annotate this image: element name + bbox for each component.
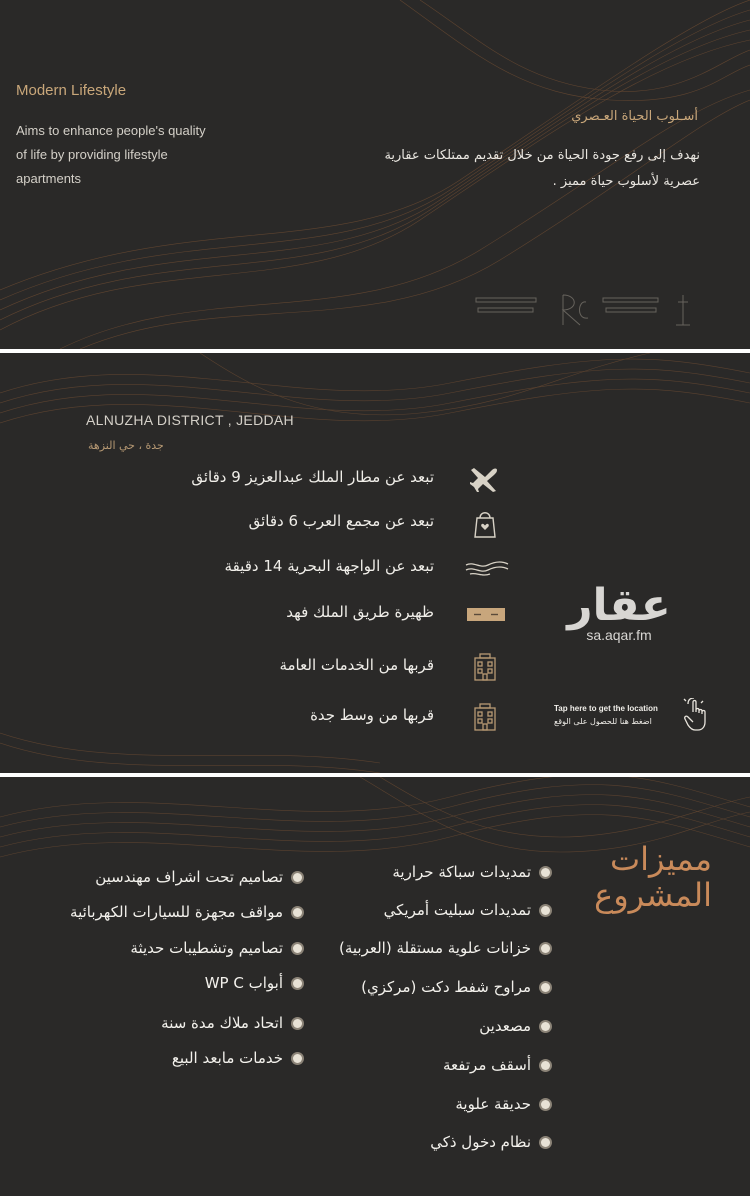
airplane-icon — [468, 464, 502, 494]
feature-label: مراوح شفط دكت (مركزي) — [361, 978, 531, 996]
features-title — [572, 841, 712, 913]
shopping-bag-icon — [468, 508, 502, 538]
feature-item — [70, 903, 302, 929]
feature-label: خزانات علوية مستقلة (العربية) — [338, 939, 531, 957]
location-item-city-center — [100, 698, 510, 738]
location-item-label: تبعد عن مطار الملك عبدالعزيز 9 دقائق — [191, 468, 434, 486]
feature-label: تصاميم وتشطيبات حديثة — [130, 939, 283, 957]
feature-label: أبواب WP C — [204, 974, 283, 992]
location-item-label: تبعد عن الواجهة البحرية 14 دقيقة — [224, 557, 434, 575]
get-location-button[interactable] — [548, 704, 718, 738]
intro-body-en: Aims to enhance people's quality of life by providing lifestyle apartments — [16, 123, 206, 186]
feature-label: تصاميم تحت اشراف مهندسين — [95, 868, 283, 886]
location-item-king-fahd-road — [100, 595, 510, 635]
waves-icon — [464, 553, 510, 583]
aqar-watermark-url: sa.aqar.fm — [586, 627, 652, 643]
road-icon — [466, 599, 506, 629]
location-item-label: قربها من الخدمات العامة — [279, 656, 434, 674]
location-panel — [0, 353, 750, 773]
get-location-label-ar: اضغط هنا للحصول على الوقع — [554, 717, 652, 726]
location-item-waterfront — [100, 549, 510, 589]
bullet-icon — [541, 906, 550, 915]
feature-item — [205, 974, 302, 1000]
intro-panel — [0, 0, 750, 349]
intro-title-ar: أسـلوب الحياة العـصري — [571, 109, 698, 124]
location-item-airport — [100, 460, 510, 500]
feature-item — [172, 1049, 302, 1075]
bullet-icon — [293, 1054, 302, 1063]
location-item-public-services — [100, 648, 510, 688]
district-name-ar: جدة ، حي النزهة — [88, 439, 164, 452]
bullet-icon — [293, 944, 302, 953]
location-item-label: قربها من وسط جدة — [310, 706, 434, 724]
feature-item — [95, 868, 302, 894]
feature-item — [430, 1133, 550, 1159]
bullet-icon — [541, 983, 550, 992]
bullet-icon — [541, 1061, 550, 1070]
intro-body-ar: نهدف إلى رفع جودة الحياة من خلال تقديم ممتلكات عقارية عصرية لأسلوب حياة مميز . — [384, 148, 700, 189]
feature-item — [443, 1056, 550, 1082]
bullet-icon — [541, 1100, 550, 1109]
feature-item — [455, 1095, 550, 1121]
bullet-icon — [293, 1019, 302, 1028]
bullet-icon — [293, 873, 302, 882]
building-icon — [468, 702, 502, 732]
bullet-icon — [541, 1022, 550, 1031]
get-location-label-en: Tap here to get the location — [554, 704, 658, 713]
tap-hand-icon — [682, 698, 712, 732]
feature-item — [361, 978, 550, 1004]
feature-label: نظام دخول ذكي — [430, 1133, 531, 1151]
features-title-line2: المشروع — [594, 876, 712, 914]
feature-item — [479, 1017, 550, 1043]
building-icon — [468, 652, 502, 682]
features-panel — [0, 777, 750, 1196]
aqar-watermark — [560, 581, 678, 643]
feature-item — [339, 939, 550, 965]
aqar-watermark-logo: عقار — [567, 580, 671, 631]
feature-label: مواقف مجهزة للسيارات الكهربائية — [70, 903, 283, 921]
feature-label: مصعدين — [479, 1017, 531, 1035]
feature-label: خدمات مابعد البيع — [171, 1049, 283, 1067]
feature-label: أسقف مرتفعة — [443, 1056, 531, 1074]
feature-item — [384, 901, 550, 927]
location-item-label: ظهيرة طريق الملك فهد — [286, 603, 434, 621]
bullet-icon — [541, 868, 550, 877]
feature-item — [392, 863, 550, 889]
feature-label: تمديدات سبليت أمريكي — [383, 901, 531, 919]
bullet-icon — [541, 1138, 550, 1147]
bullet-icon — [541, 944, 550, 953]
feature-label: اتحاد ملاك مدة سنة — [161, 1014, 283, 1032]
district-name-en: ALNUZHA DISTRICT , JEDDAH — [86, 412, 294, 428]
feature-label: حديقة علوية — [455, 1095, 531, 1113]
feature-label: تمديدات سباكة حرارية — [392, 863, 531, 881]
feature-item — [161, 1014, 302, 1040]
location-item-mall — [100, 504, 510, 544]
features-title-line1: مميزات — [610, 840, 712, 878]
bullet-icon — [293, 979, 302, 988]
feature-item — [130, 939, 302, 965]
partner-logos — [468, 290, 718, 330]
bullet-icon — [293, 908, 302, 917]
location-item-label: تبعد عن مجمع العرب 6 دقائق — [248, 512, 434, 530]
intro-title-en: Modern Lifestyle — [16, 82, 127, 99]
